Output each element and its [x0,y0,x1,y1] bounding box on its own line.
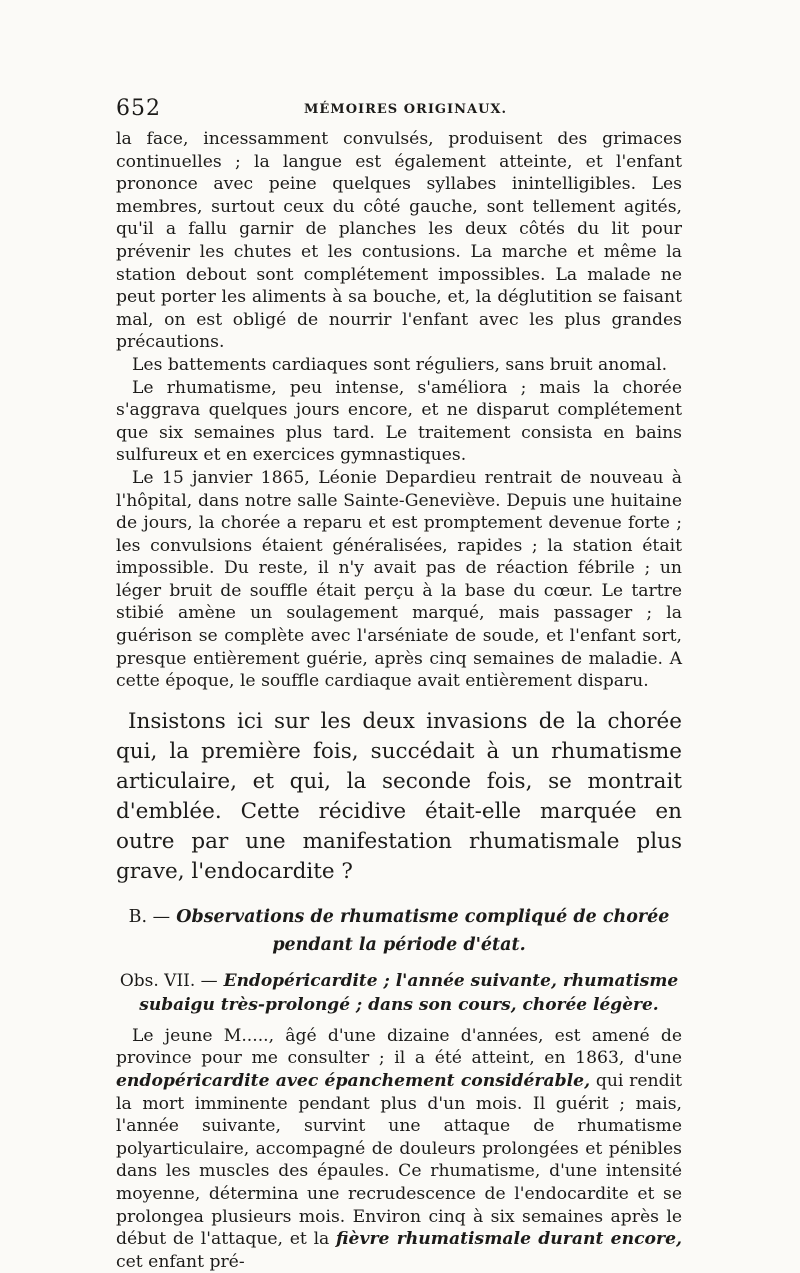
observation-text-part-2: qui rendit la mort imminente pendant plus d'un mois. Il guérit ; mais, l'année suivante, survint une attaque de rhumatisme polyarticulaire, accompagné de douleurs prolongées et pénibles dans les muscles des épaules. Ce rhumatisme, d'une intensité moyenne, détermina une recrudescence de l'endocardite et se prolongea plusieurs mois. Environ cinq à six semaines après le début de l'attaque, et la [116,1071,682,1250]
observation-text-part-1: Le jeune M....., âgé d'une dizaine d'années, est amené de province pour me consulter ; il a été atteint, en 1863, d'une [116,1025,682,1069]
paragraph-rheumatism-course: Le rhumatisme, peu intense, s'améliora ; mais la chorée s'aggrava quelques jours encore, et ne disparut complétement que six semaines plus tard. Le traitement consista en bains sulfureux et en exercices gymnastiques. [116,377,682,466]
observation-emphasis-1: endopéricardite avec épanchement considérable, [116,1071,591,1092]
observation-label: Obs. VII. — [119,970,218,991]
section-b-title: Observations de rhumatisme compliqué de chorée pendant la période d'état. [176,906,670,955]
section-b-label: B. — [128,906,171,927]
section-b-heading [116,903,682,959]
paragraph-readmission: Le 15 janvier 1865, Léonie Depardieu rentrait de nouveau à l'hôpital, dans notre salle Sainte-Geneviève. Depuis une huitaine de jours, la chorée a reparu et est promptement devenue forte ; les convulsions étaient généralisées, rapides ; la station était impossible. Du reste, il n'y avait pas de réaction fébrile ; un léger bruit de souffle était perçu à la base du cœur. Le tartre stibié amène un soulagement marqué, mais passager ; la guérison se complète avec l'arséniate de soude, et l'enfant sort, presque entièrement guérie, après cinq semaines de maladie. A cette époque, le souffle cardiaque avait entièrement disparu. [116,467,682,692]
observation-title: Endopéricardite ; l'année suivante, rhumatisme subaigu très-prolongé ; dans son cours, chorée légère. [139,970,679,1015]
page-body [116,128,682,1273]
paragraph-continuation: la face, incessamment convulsés, produisent des grimaces continuelles ; la langue est également atteinte, et l'enfant prononce avec peine quelques syllabes inintelligibles. Les membres, surtout ceux du côté gauche, sont tellement agités, qu'il a fallu garnir de planches les deux côtés du lit pour prévenir les chutes et les contusions. La marche et même la station debout sont complétement impossibles. La malade ne peut porter les aliments à sa bouche, et, la déglutition se faisant mal, on est obligé de nourrir l'enfant avec les plus grandes précautions. [116,129,682,353]
observation-text-part-3: cet enfant pré- [116,1251,245,1272]
observation-emphasis-2: fièvre rhumatismale durant encore, [336,1229,682,1250]
page-header [116,96,676,122]
observation-text [116,1025,682,1273]
paragraph-heart-beats: Les battements cardiaques sont réguliers, sans bruit anomal. [132,354,668,375]
paragraph-commentary: Insistons ici sur les deux invasions de la chorée qui, la première fois, succédait à un rhumatisme articulaire, et qui, la seconde fois, se montrait d'emblée. Cette récidive était-elle marquée en outre par une manifestation rhumatismale plus grave, l'endocardite ? [116,708,682,884]
running-head: MÉMOIRES ORIGINAUX. [304,102,508,117]
observation-heading [116,969,682,1017]
page-number: 652 [116,96,161,121]
